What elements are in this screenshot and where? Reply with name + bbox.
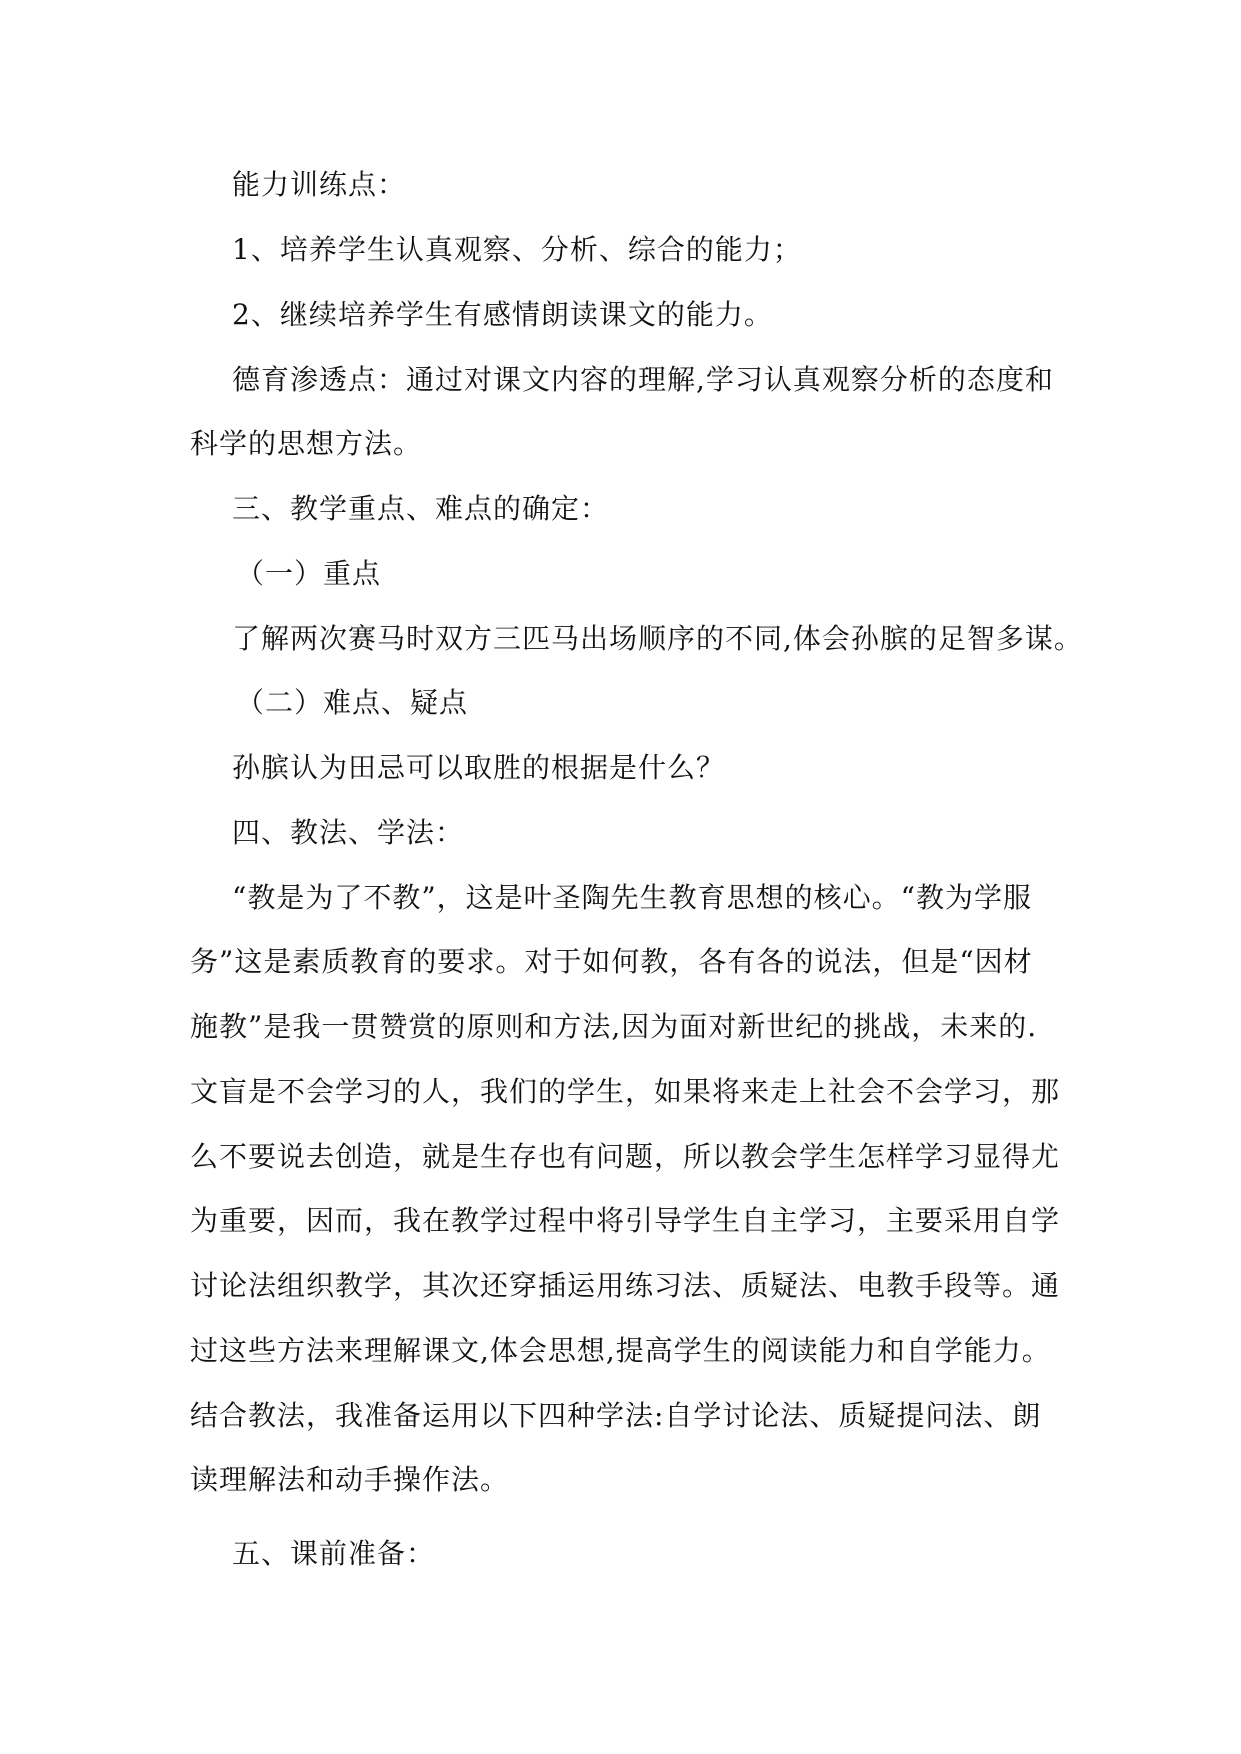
subsection-heading: （一）重点: [236, 557, 382, 590]
text-line: 为重要，因而，我在教学过程中将引导学生自主学习，主要采用自学: [190, 1204, 1061, 1237]
text-line: 结合教法，我准备运用以下四种学法:自学讨论法、质疑提问法、朗: [190, 1399, 1042, 1432]
text-line: 了解两次赛马时双方三匹马出场顺序的不同,体会孙膑的足智多谋。: [232, 622, 1083, 655]
section-heading: 三、教学重点、难点的确定：: [232, 492, 610, 525]
text-line: 务”这是素质教育的要求。对于如何教，各有各的说法，但是“因材: [190, 945, 1033, 978]
subsection-heading: （二）难点、疑点: [236, 686, 469, 719]
text-line: 1、培养学生认真观察、分析、综合的能力；: [232, 233, 802, 266]
text-line: 能力训练点：: [232, 168, 407, 201]
text-line: 科学的思想方法。: [190, 427, 423, 460]
text-line: 孙膑认为田忌可以取胜的根据是什么？: [232, 751, 726, 784]
text-line: 讨论法组织教学，其次还穿插运用练习法、质疑法、电教手段等。通: [190, 1269, 1061, 1302]
text-line: 读理解法和动手操作法。: [190, 1463, 510, 1496]
text-line: 德育渗透点：通过对课文内容的理解,学习认真观察分析的态度和: [232, 363, 1054, 396]
text-line: 2、继续培养学生有感情朗读课文的能力。: [232, 298, 773, 331]
section-heading: 四、教法、学法：: [232, 816, 465, 849]
text-line: 施教”是我一贯赞赏的原则和方法,因为面对新世纪的挑战，未来的.: [190, 1010, 1038, 1043]
text-line: 文盲是不会学习的人，我们的学生，如果将来走上社会不会学习，那: [190, 1075, 1061, 1108]
text-line: “教是为了不教”，这是叶圣陶先生教育思想的核心。“教为学服: [232, 881, 1032, 914]
text-line: 过这些方法来理解课文,体会思想,提高学生的阅读能力和自学能力。: [190, 1334, 1051, 1367]
text-line: 么不要说去创造，就是生存也有问题，所以教会学生怎样学习显得尤: [190, 1140, 1061, 1173]
section-heading: 五、课前准备：: [232, 1537, 436, 1570]
